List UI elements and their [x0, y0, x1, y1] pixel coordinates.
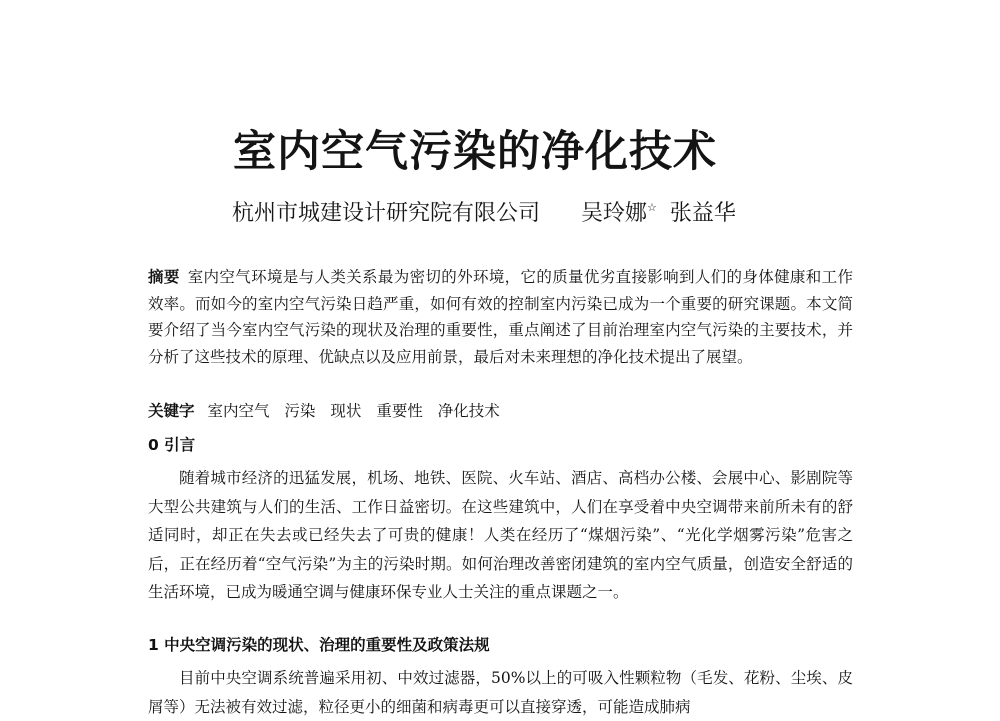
abstract-text: 室内空气环境是与人类关系最为密切的外环境，它的质量优劣直接影响到人们的身体健康和工作效率。而如今的室内空气污染日趋严重，如何有效的控制室内污染已成为一个重要的研究课题。本文简要介绍了当今室内空气污染的现状及治理的重要性，重点阐述了目前治理室内空气污染的主要技术，并分析了这些技术的原理、优缺点以及应用前景，最后对未来理想的净化技术提出了展望。: [148, 268, 853, 366]
corresponding-author-mark: ☆: [647, 201, 657, 214]
keywords-label: 关键字: [148, 401, 195, 420]
keyword: 净化技术: [437, 402, 500, 420]
keyword: 现状: [330, 402, 362, 420]
paper-title: 室内空气污染的净化技术: [233, 127, 717, 177]
keyword: 重要性: [376, 402, 423, 420]
abstract-label: 摘要: [148, 267, 180, 286]
section-introduction-paragraph: 随着城市经济的迅猛发展，机场、地铁、医院、火车站、酒店、高档办公楼、会展中心、影剧院等大型公共建筑与人们的生活、工作日益密切。在这些建筑中，人们在享受着中央空调带来前所未有的舒适同时，却正在失去或已经失去了可贵的健康！人类在经历了“煤烟污染”、“光化学烟雾污染”危害之后，正在经历着“空气污染”为主的污染时期。如何治理改善密闭建筑的室内空气质量，创造安全舒适的生活环境，已成为暖通空调与健康环保专业人士关注的重点课题之一。: [148, 469, 853, 601]
keyword: 室内空气: [207, 402, 270, 420]
author-2: 张益华: [669, 201, 736, 226]
author-1: 吴玲娜: [581, 201, 648, 226]
abstract: [148, 264, 853, 370]
keyword: 污染: [284, 402, 316, 420]
affiliation: 杭州市城建设计研究院有限公司: [232, 201, 541, 226]
keywords: [148, 398, 853, 424]
section-heading-central-ac: 1 中央空调污染的现状、治理的重要性及政策法规: [148, 636, 490, 654]
section-heading-introduction: 0 引言: [148, 436, 196, 454]
section-central-ac-paragraph: 目前中央空调系统普遍采用初、中效过滤器，50%以上的可吸入性颗粒物（毛发、花粉、尘埃、皮屑等）无法被有效过滤，粒径更小的细菌和病毒更可以直接穿透，可能造成肺病: [148, 669, 853, 716]
byline: [232, 196, 852, 227]
